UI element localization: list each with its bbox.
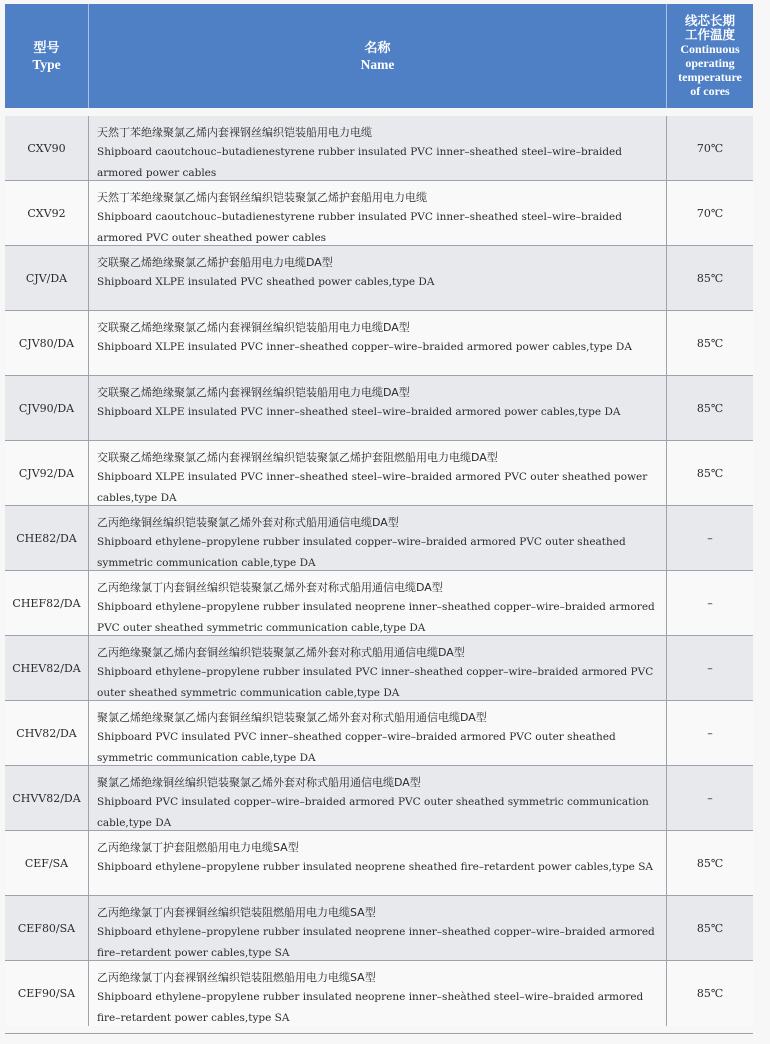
- header-temp-en-4: of cores: [690, 84, 730, 98]
- cable-temperature-cell: 85℃: [696, 466, 724, 480]
- cable-name-cell: [89, 311, 667, 375]
- table-row: [5, 441, 753, 506]
- cable-type-cell: CHVV82/DA: [5, 766, 89, 830]
- cable-name-cell: [89, 506, 667, 570]
- cable-temperature-cell: –: [707, 791, 713, 805]
- cable-temperature-cell: 85℃: [696, 271, 724, 285]
- cable-type-cell: CHV82/DA: [5, 701, 89, 765]
- table-row: [5, 376, 753, 441]
- cable-temperature-cell: 85℃: [696, 336, 724, 350]
- cable-type-cell: CEF90/SA: [5, 961, 89, 1026]
- cable-name-cell: [89, 181, 667, 245]
- table-row: [5, 896, 753, 961]
- table-row: [5, 181, 753, 246]
- header-name: [89, 4, 667, 108]
- cable-name-cell: [89, 116, 667, 180]
- table-row: [5, 636, 753, 701]
- cable-type-cell: CJV80/DA: [5, 311, 89, 375]
- cable-temperature-cell: –: [707, 596, 713, 610]
- cable-name-cell: [89, 636, 667, 700]
- table-row: [5, 311, 753, 376]
- cable-type-cell: CJV/DA: [5, 246, 89, 310]
- cable-name-zh: 乙丙绝缘聚氯乙烯内套铜丝编织铠装聚氯乙烯外套对称式船用通信电缆DA型: [97, 646, 465, 659]
- cable-name-zh: 交联聚乙烯绝缘聚氯乙烯内套裸钢丝编织铠装船用电力电缆DA型: [97, 386, 410, 399]
- cable-name-en: Shipboard ethylene–propylene rubber insulated PVC inner–sheathed copper–wire–braided armored PVC outer sheathed symmetric communication cable,type DA: [97, 666, 654, 699]
- cable-type-cell: CHEF82/DA: [5, 571, 89, 635]
- cable-name-en: Shipboard XLPE insulated PVC sheathed power cables,type DA: [97, 276, 435, 288]
- table-row: [5, 766, 753, 831]
- cable-name-cell: [89, 961, 667, 1026]
- cable-name-zh: 乙丙绝缘铜丝编织铠装聚氯乙烯外套对称式船用通信电缆DA型: [97, 516, 399, 529]
- cable-temperature-cell: 85℃: [696, 921, 724, 935]
- cable-temperature-cell: –: [707, 531, 713, 545]
- cable-temperature-cell: –: [707, 726, 713, 740]
- cable-name-zh: 交联聚乙烯绝缘聚氯乙烯护套船用电力电缆DA型: [97, 256, 333, 269]
- header-temp-en-1: Continuous: [680, 42, 740, 56]
- table-row: [5, 831, 753, 896]
- cable-name-zh: 天然丁苯绝缘聚氯乙烯内套钢丝编织铠装聚氯乙烯护套船用电力电缆: [97, 191, 427, 204]
- cable-temperature-cell: 70℃: [696, 141, 724, 155]
- cable-temperature-cell: 70℃: [696, 206, 724, 220]
- cable-name-zh: 交联聚乙烯绝缘聚氯乙烯内套裸钢丝编织铠装聚氯乙烯护套阻燃船用电力电缆DA型: [97, 451, 498, 464]
- cable-type-cell: CXV90: [5, 116, 89, 180]
- cable-name-zh: 交联聚乙烯绝缘聚氯乙烯内套裸铜丝编织铠装船用电力电缆DA型: [97, 321, 410, 334]
- cable-type-cell: CHEV82/DA: [5, 636, 89, 700]
- cable-name-cell: [89, 376, 667, 440]
- cable-type-cell: CHE82/DA: [5, 506, 89, 570]
- cable-type-cell: CJV92/DA: [5, 441, 89, 505]
- cable-name-zh: 乙丙绝缘氯丁内套铜丝编织铠装聚氯乙烯外套对称式船用通信电缆DA型: [97, 581, 443, 594]
- cable-type-cell: CEF/SA: [5, 831, 89, 895]
- header-name-en: Name: [360, 56, 395, 72]
- cable-name-zh: 天然丁苯绝缘聚氯乙烯内套裸钢丝编织铠装船用电力电缆: [97, 126, 372, 139]
- cable-name-en: Shipboard PVC insulated PVC inner–sheathed copper–wire–braided armored PVC outer sheathed symmetric communication cable,type DA: [97, 731, 616, 764]
- table-header: [5, 4, 753, 108]
- header-type-zh: 型号: [33, 40, 60, 56]
- header-temp-en-2: operating: [685, 56, 735, 70]
- cable-type-cell: CJV90/DA: [5, 376, 89, 440]
- table-row: [5, 961, 753, 1026]
- cable-name-zh: 聚氯乙烯绝缘铜丝编织铠装聚氯乙烯外套对称式船用通信电缆DA型: [97, 776, 421, 789]
- cable-name-en: Shipboard PVC insulated copper–wire–braided armored PVC outer sheathed symmetric communication cable,type DA: [97, 796, 649, 829]
- cable-name-cell: [89, 701, 667, 765]
- cable-name-en: Shipboard ethylene–propylene rubber insulated neoprene inner–sheathed copper–wire–braided armored PVC outer sheathed symmetric communication cable,type DA: [97, 601, 655, 634]
- cable-temperature-cell: 85℃: [696, 856, 724, 870]
- table-body: [5, 116, 753, 1026]
- header-type-en: Type: [32, 56, 61, 72]
- cable-name-en: Shipboard ethylene–propylene rubber insulated neoprene sheathed fire–retardent power cables,type SA: [97, 861, 654, 873]
- cable-name-en: Shipboard caoutchouc–butadienestyrene rubber insulated PVC inner–sheathed steel–wire–braided armored power cables: [97, 146, 622, 179]
- table-row: [5, 701, 753, 766]
- cable-name-en: Shipboard caoutchouc–butadienestyrene rubber insulated PVC inner–sheathed steel–wire–braided armored PVC outer sheathed power cables: [97, 211, 622, 244]
- cable-temperature-cell: –: [707, 661, 713, 675]
- header-temp-zh-2: 工作温度: [684, 27, 735, 42]
- cable-name-cell: [89, 441, 667, 505]
- cable-name-en: Shipboard ethylene–propylene rubber insulated neoprene inner–sheathed copper–wire–braided armored fire–retardent power cables,type SA: [97, 926, 655, 959]
- header-temp-en-3: temperature: [678, 70, 742, 84]
- cable-name-en: Shipboard XLPE insulated PVC inner–sheathed steel–wire–braided armored PVC outer sheathed power cables,type DA: [97, 471, 648, 504]
- table-row: [5, 506, 753, 571]
- cable-name-en: Shipboard XLPE insulated PVC inner–sheathed copper–wire–braided armored power cables,type DA: [97, 341, 632, 353]
- cable-name-en: Shipboard XLPE insulated PVC inner–sheathed steel–wire–braided armored power cables,type DA: [97, 406, 621, 418]
- cable-temperature-cell: 85℃: [696, 401, 724, 415]
- cable-name-cell: [89, 246, 667, 310]
- cable-name-en: Shipboard ethylene–propylene rubber insulated copper–wire–braided armored PVC outer sheathed symmetric communication cable,type DA: [97, 536, 626, 569]
- table-row: [5, 246, 753, 311]
- cable-name-cell: [89, 571, 667, 635]
- header-temperature: [667, 4, 753, 108]
- header-name-zh: 名称: [364, 40, 391, 56]
- header-temp-zh-1: 线芯长期: [684, 13, 735, 28]
- table-row: [5, 116, 753, 181]
- cable-type-cell: CXV92: [5, 181, 89, 245]
- cable-type-cell: CEF80/SA: [5, 896, 89, 960]
- cable-name-cell: [89, 766, 667, 830]
- cable-name-zh: 乙丙绝缘氯丁护套阻燃船用电力电缆SA型: [97, 841, 299, 854]
- cable-name-en: Shipboard ethylene–propylene rubber insulated neoprene inner–sheàthed steel–wire–braided armored fire–retardent power cables,type SA: [97, 991, 644, 1024]
- cable-temperature-cell: 85℃: [696, 987, 724, 1000]
- cable-name-zh: 乙丙绝缘氯丁内套裸钢丝编织铠装阻燃船用电力电缆SA型: [97, 971, 376, 984]
- cable-name-zh: 乙丙绝缘氯丁内套裸铜丝编织铠装阻燃船用电力电缆SA型: [97, 906, 376, 919]
- cable-name-zh: 聚氯乙烯绝缘聚氯乙烯内套铜丝编织铠装聚氯乙烯外套对称式船用通信电缆DA型: [97, 711, 487, 724]
- cable-name-cell: [89, 831, 667, 895]
- table-bottom-border: [5, 1033, 753, 1034]
- table-row: [5, 571, 753, 636]
- cable-name-cell: [89, 896, 667, 960]
- header-type: [5, 4, 89, 108]
